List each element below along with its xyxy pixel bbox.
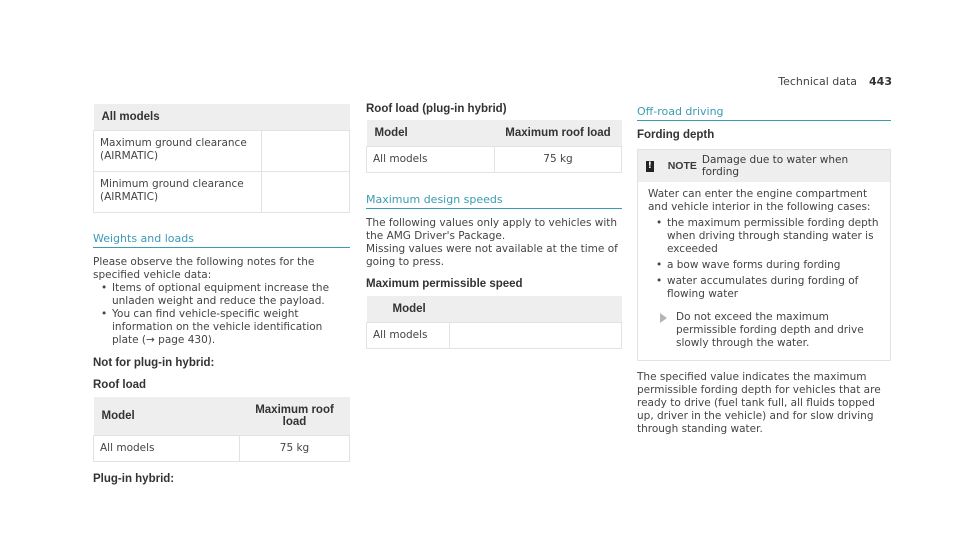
hybrid-label: Plug-in hybrid: [93,473,175,485]
roof-load-value: 75 kg [495,147,622,173]
note-body [638,182,890,360]
table-row [367,147,622,173]
roof-hybrid-heading: Roof load (plug-in hybrid) [366,103,507,115]
list-item: • water accumulates during fording of flowing water [667,275,880,301]
not-hybrid-label: Not for plug-in hybrid: [93,357,215,369]
clearance-min-value [262,172,350,213]
note-text: Water can enter the engine compartment and vehicle interior in the following cases: [648,188,871,213]
offroad-section-title: Off-road driving [637,105,891,121]
roof-load-value: 75 kg [240,436,350,462]
clearance-min: Minimum ground clearance (AIRMATIC) [94,172,262,213]
column-right [637,0,891,436]
clearance-max: Maximum ground clearance (AIRMATIC) [94,131,262,172]
table-row [94,131,350,172]
warning-icon: ! [647,160,652,171]
speeds-p1: The following values only apply to vehicles with the AMG Driver's Package. [366,217,618,242]
speeds-p2: Missing values were not available at the time of going to press. [366,243,618,268]
column-middle [366,0,622,349]
max-speed-heading: Maximum permissible speed [366,278,523,290]
max-speed-table [366,296,622,349]
note-header [638,150,890,182]
col-model: Model [94,397,240,436]
fording-paragraph: The specified value indicates the maximum permissible fording depth for vehicles that are ready to drive (fuel tank full, all fluids topped up, driver in the vehicle) and for slow driving through standing water. [637,371,881,435]
action-arrow-icon [660,313,667,323]
col-max-roof-load: Maximum roof load [240,397,350,436]
page-number: 443 [869,75,892,88]
clearance-table-heading: All models [94,104,350,131]
clearance-table [93,104,350,213]
list-item: • a bow wave forms during fording [667,259,880,272]
speeds-section-title: Maximum design speeds [366,193,622,209]
table-row [367,323,622,349]
model-cell: All models [94,436,240,462]
roof-load-table [93,397,350,462]
column-left [93,0,350,485]
note-label: NOTE [667,160,697,172]
model-cell: All models [367,323,450,349]
list-item: • the maximum permissible fording depth when driving through standing water is exceeded [667,217,880,256]
max-speed-value [450,323,622,349]
note-heading: Damage due to water when fording [701,154,849,178]
clearance-max-value [262,131,350,172]
fording-depth-heading: Fording depth [637,129,715,141]
col-model: Model [367,296,622,323]
action-text: Do not exceed the maximum permissible fording depth and drive slowly through the water. [676,311,864,349]
model-cell: All models [367,147,495,173]
note-box [637,149,891,361]
header-section: Technical data [778,75,858,88]
list-item: • You can find vehicle-specific weight information on the vehicle identification plate (→ page 430). [112,308,350,347]
weights-bullets [93,282,350,347]
table-row [94,436,350,462]
roof-load-heading: Roof load [93,379,147,391]
weights-intro: Please observe the following notes for the specified vehicle data: [93,256,315,281]
table-row [94,172,350,213]
list-item: • Items of optional equipment increase the unladen weight and reduce the payload. [112,282,350,308]
action-step [648,311,880,350]
roof-hybrid-table [366,120,622,173]
col-model: Model [367,120,495,147]
col-max-roof-load: Maximum roof load [495,120,622,147]
note-bullets [648,217,880,301]
weights-section-title: Weights and loads [93,232,350,248]
